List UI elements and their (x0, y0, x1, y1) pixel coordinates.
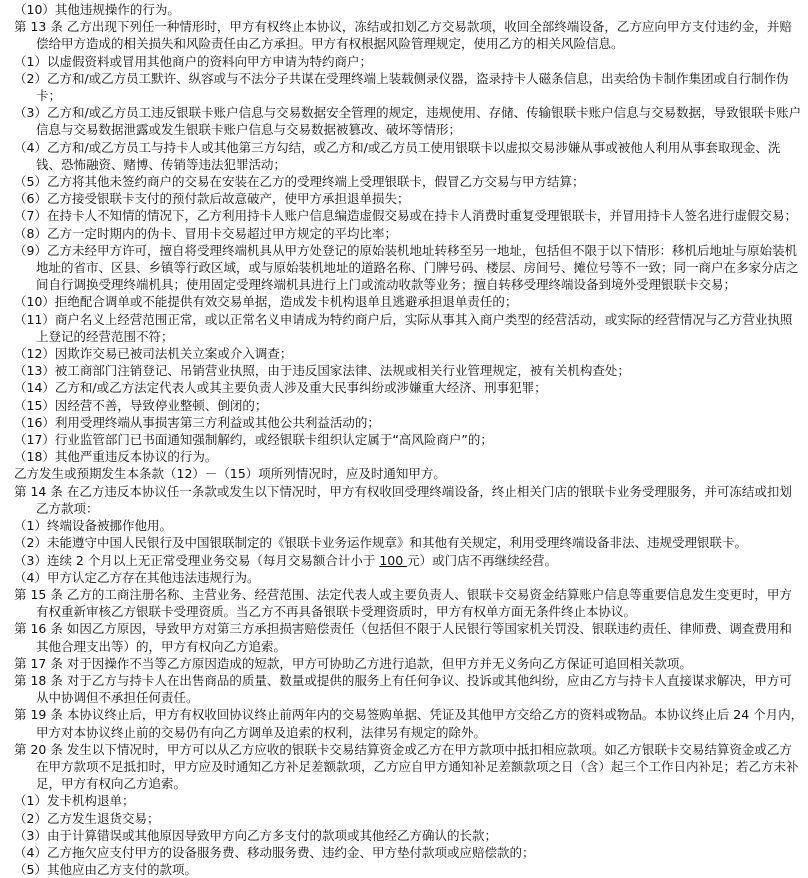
list-item: （1）以虚假资料或冒用其他商户的资料向甲方申请为特约商户； (14, 53, 372, 69)
list-item: （1）终端设备被挪作他用。 (14, 518, 172, 534)
list-item (14, 552, 804, 569)
list-item: （10）其他违规操作的行为。 (14, 2, 180, 17)
list-item: （8）乙方一定时期内的伪卡、冒用卡交易超过甲方规定的平均比率； (14, 225, 397, 241)
list-item: （6）乙方接受银联卡支付的预付款后故意破产，使甲方承担退单损失； (14, 191, 410, 207)
article-paragraph: 第 14 条 在乙方违反本协议任一条款或发生以下情况时，甲方有权收回受理终端设备，终止相关门店的银联卡业务受理服务，并可冻结或扣划乙方款项： (14, 483, 792, 516)
underlined-amount: 100 (379, 552, 408, 568)
article-paragraph: 第 20 条 发生以下情况时，甲方可以从乙方应收的银联卡交易结算资金或乙方在甲方款项中抵扣相应款项。如乙方银联卡交易结算资金或乙方在甲方款项不足抵扣时，甲方应及时通知乙方补足差额款项，乙方应自甲方通知补足差额款项之日（含）起三个工作日内补足；若乙方未补足，甲方有权向乙方追索。 (14, 741, 799, 792)
list-item: （5）其他应由乙方支付的款项。 (14, 862, 197, 878)
list-item: （18）其他严重违反本协议的行为。 (14, 449, 218, 465)
list-item: （10）拒绝配合调单或不能提供有效交易单据，造成发卡机构退单且逃避承担退单责任的； (14, 294, 518, 310)
article-paragraph: 第 16 条 如因乙方原因，导致甲方对第三方承担损害赔偿责任（包括但不限于人民银行等国家机关罚没、银联违约责任、律师费、调查费用和其他合理支出等）的，甲方有权向乙方追索。 (14, 621, 792, 654)
list-item: （12）因欺诈交易已被司法机关立案或介入调查； (14, 346, 293, 362)
list-item: （4）乙方拖欠应支付甲方的设备服务费、移动服务费、违约金、甲方垫付款项或应赔偿款的； (14, 844, 535, 860)
list-item: （5）乙方将其他未签约商户的交易在安装在乙方的受理终端上受理银联卡，假冒乙方交易与甲方结算； (14, 174, 585, 190)
paragraph: 乙方发生或预期发生本条款（12）－（15）项所列情况时，应及时通知甲方。 (14, 466, 446, 482)
list-item: （17）行业监管部门已书面通知强制解约，或经银联卡组织认定属于“高风险商户”的； (14, 432, 493, 448)
article-paragraph: 第 15 条 乙方的工商注册名称、主营业务、经营范围、法定代表人或主要负责人、银联卡交易资金结算账户信息等重要信息发生变更时，甲方有权重新审核乙方银联卡受理资质。当乙方不再具备银联卡受理资质时，甲方有权单方面无条件终止本协议。 (14, 586, 792, 620)
list-item: （9）乙方未经甲方许可，擅自将受理终端机具从甲方处登记的原始装机地址转移至另一地址，包括但不限于以下情形：移机后地址与原始装机地址的省市、区县、乡镇等行政区域，或与原始装机地址的道路名称、门牌号码、楼层、房间号、摊位号等不一致；同一商户在多家分店之间自行调换受理终端机具；使用固定受理终端机具进行上门或流动收款等业务；擅自转移受理终端设备到境外受理银联卡交易； (14, 242, 799, 293)
list-item: （14）乙方和/或乙方法定代表人或其主要负责人涉及重大民事纠纷或涉嫌重大经济、刑事犯罪； (14, 380, 547, 396)
list-item: （2）乙方发生退货交易； (14, 810, 160, 826)
article-paragraph: 第 17 条 对于因操作不当等乙方原因造成的短款，甲方可协助乙方进行追款，但甲方并无义务向乙方保证可追回相关款项。 (14, 655, 692, 671)
list-item: （4）乙方和/或乙方员工与持卡人或其他第三方勾结，或乙方和/或乙方员工使用银联卡以虚拟交易涉嫌从事或被他人利用从事套取现金、洗钱、恐怖融资、赌博、传销等违法犯罪活动； (14, 139, 781, 172)
list-item: （15）因经营不善，导致停业整顿、倒闭的； (14, 397, 268, 413)
list-item: （3）由于计算错误或其他原因导致甲方向乙方多支付的款项或其他经乙方确认的长款； (14, 827, 497, 843)
list-item: （11）商户名义上经营范围正常，或以正常名义申请成为特约商户后，实际从事其入商户类型的经营活动，或实际的经营情况与乙方营业执照上登记的经营范围不符； (14, 311, 793, 344)
item-text: 元）或门店不再继续经营。 (407, 552, 558, 568)
item-text: （3）连续 2 个月以上无正常受理业务交易（每月交易额合计小于 (14, 552, 380, 568)
list-item: （16）利用受理终端从事损害第三方利益或其他公共利益活动的； (14, 414, 380, 430)
article-paragraph: 第 18 条 对于乙方与持卡人在出售商品的质量、数量或提供的服务上有任何争议、投诉或其他纠纷，应由乙方与持卡人直接谋求解决，甲方可从中协调但不承担任何责任。 (14, 672, 792, 706)
article-paragraph: 第 19 条 本协议终止后，甲方有权收回协议终止前两年内的交易签购单据、凭证及其他甲方交给乙方的资料或物品。本协议终止后 24 个月内，甲方对本协议终止前的交易仍有向乙方调单及追索的权利，法律另有规定的除外。 (14, 707, 804, 740)
list-item: （3）乙方和/或乙方员工违反银联卡账户信息与交易数据安全管理的规定，违规使用、存储、传输银联卡账户信息与交易数据，导致银联卡账户信息与交易数据泄露或发生银联卡账户信息与交易数据被篡改、破坏等情形； (14, 105, 802, 138)
list-item: （2）未能遵守中国人民银行及中国银联制定的《银联卡业务运作规章》和其他有关规定，利用受理终端设备非法、违规受理银联卡。 (14, 535, 747, 551)
list-item: （13）被工商部门注销登记、吊销营业执照，由于违反国家法律、法规或相关行业管理规定，被有关机构查处； (14, 363, 630, 379)
list-item: （7）在持卡人不知情的情况下，乙方利用持卡人账户信息编造虚假交易或在持卡人消费时重复受理银联卡，并冒用持卡人签名进行虚假交易； (14, 208, 797, 224)
list-item: （1）发卡机构退单； (14, 793, 135, 809)
list-item: （4）甲方认定乙方存在其他违法违规行为。 (14, 569, 260, 585)
list-item: （2）乙方和/或乙方员工默许、纵容或与不法分子共谋在受理终端上装载侧录仪器，盗录持卡人磁条信息，出卖给伪卡制作集团或自行制作伪卡； (14, 70, 789, 104)
article-paragraph: 第 13 条 乙方出现下列任一种情形时，甲方有权终止本协议，冻结或扣划乙方交易款项，收回全部终端设备，乙方应向甲方支付违约金，并赔偿给甲方造成的相关损失和风险责任由乙方承担。甲方有权根据风险管理规定，使用乙方的相关风险信息。 (14, 19, 792, 52)
